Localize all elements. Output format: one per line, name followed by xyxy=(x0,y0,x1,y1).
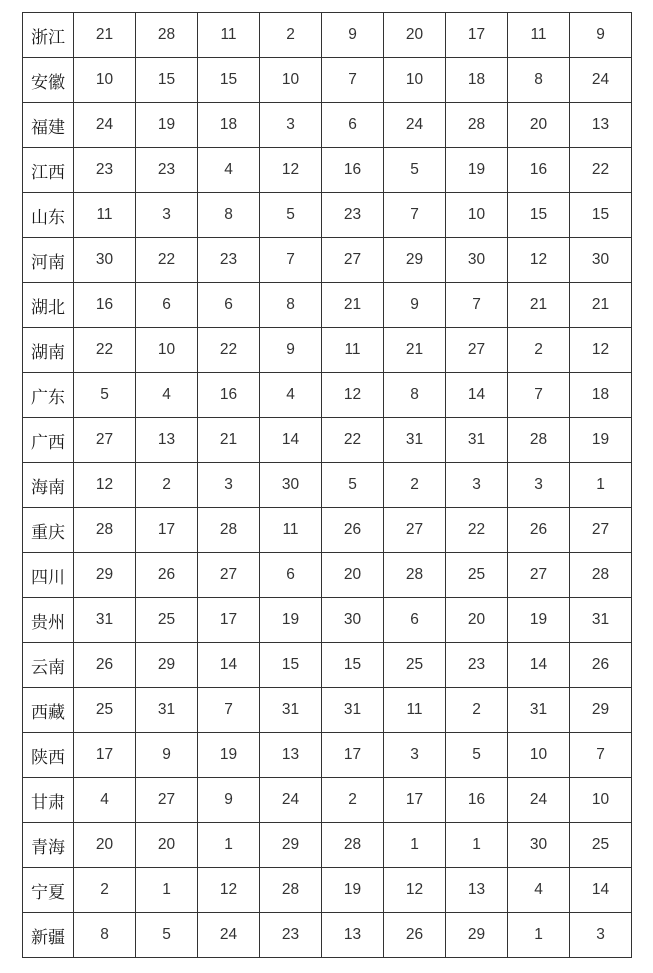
table-row xyxy=(23,463,632,508)
province-name-cell: 山东 xyxy=(23,193,74,238)
rank-cell: 9 xyxy=(384,283,446,328)
rank-cell: 23 xyxy=(198,238,260,283)
table-row xyxy=(23,238,632,283)
rank-cell: 9 xyxy=(198,778,260,823)
rank-cell: 3 xyxy=(384,733,446,778)
rank-cell: 10 xyxy=(136,328,198,373)
rank-cell: 12 xyxy=(508,238,570,283)
rank-cell: 28 xyxy=(322,823,384,868)
rank-cell: 1 xyxy=(570,463,632,508)
rank-cell: 10 xyxy=(74,58,136,103)
rank-cell: 26 xyxy=(570,643,632,688)
rank-cell: 16 xyxy=(74,283,136,328)
province-name-cell: 湖北 xyxy=(23,283,74,328)
rank-cell: 22 xyxy=(198,328,260,373)
province-name-cell: 甘肃 xyxy=(23,778,74,823)
rank-cell: 24 xyxy=(198,913,260,958)
province-name-cell: 福建 xyxy=(23,103,74,148)
rank-cell: 1 xyxy=(198,823,260,868)
rank-cell: 11 xyxy=(384,688,446,733)
rank-cell: 22 xyxy=(570,148,632,193)
rank-cell: 6 xyxy=(322,103,384,148)
rank-cell: 22 xyxy=(74,328,136,373)
table-row xyxy=(23,418,632,463)
rank-cell: 31 xyxy=(508,688,570,733)
rank-cell: 18 xyxy=(446,58,508,103)
rank-cell: 29 xyxy=(74,553,136,598)
table-row xyxy=(23,598,632,643)
rank-cell: 27 xyxy=(136,778,198,823)
rank-cell: 16 xyxy=(446,778,508,823)
rank-cell: 10 xyxy=(446,193,508,238)
rank-cell: 28 xyxy=(260,868,322,913)
table-row xyxy=(23,778,632,823)
rank-cell: 11 xyxy=(260,508,322,553)
rank-cell: 19 xyxy=(508,598,570,643)
rank-cell: 28 xyxy=(136,13,198,58)
rank-cell: 7 xyxy=(384,193,446,238)
rank-cell: 6 xyxy=(198,283,260,328)
rank-cell: 12 xyxy=(384,868,446,913)
province-name-cell: 青海 xyxy=(23,823,74,868)
rank-cell: 19 xyxy=(260,598,322,643)
rank-cell: 25 xyxy=(446,553,508,598)
rank-cell: 27 xyxy=(384,508,446,553)
rank-cell: 20 xyxy=(322,553,384,598)
rank-cell: 28 xyxy=(508,418,570,463)
rank-cell: 29 xyxy=(446,913,508,958)
province-name-cell: 云南 xyxy=(23,643,74,688)
province-name-cell: 四川 xyxy=(23,553,74,598)
rank-cell: 24 xyxy=(260,778,322,823)
rank-cell: 3 xyxy=(260,103,322,148)
rank-cell: 7 xyxy=(322,58,384,103)
rank-cell: 5 xyxy=(384,148,446,193)
rank-cell: 22 xyxy=(322,418,384,463)
rank-cell: 27 xyxy=(322,238,384,283)
rank-cell: 21 xyxy=(322,283,384,328)
rank-cell: 2 xyxy=(136,463,198,508)
rank-cell: 7 xyxy=(446,283,508,328)
rank-cell: 14 xyxy=(198,643,260,688)
rank-cell: 17 xyxy=(198,598,260,643)
province-name-cell: 安徽 xyxy=(23,58,74,103)
rank-cell: 28 xyxy=(74,508,136,553)
rank-cell: 30 xyxy=(446,238,508,283)
rank-cell: 7 xyxy=(260,238,322,283)
rank-cell: 21 xyxy=(384,328,446,373)
rank-cell: 30 xyxy=(508,823,570,868)
rank-cell: 20 xyxy=(508,103,570,148)
rank-cell: 16 xyxy=(508,148,570,193)
rank-cell: 16 xyxy=(198,373,260,418)
province-name-cell: 贵州 xyxy=(23,598,74,643)
rank-cell: 14 xyxy=(508,643,570,688)
rank-cell: 9 xyxy=(570,13,632,58)
rank-cell: 22 xyxy=(446,508,508,553)
rank-cell: 8 xyxy=(508,58,570,103)
rank-cell: 29 xyxy=(384,238,446,283)
rank-cell: 4 xyxy=(260,373,322,418)
table-row xyxy=(23,553,632,598)
rank-cell: 20 xyxy=(446,598,508,643)
rank-cell: 30 xyxy=(260,463,322,508)
rank-cell: 17 xyxy=(384,778,446,823)
rank-cell: 11 xyxy=(198,13,260,58)
rank-cell: 7 xyxy=(570,733,632,778)
rank-cell: 13 xyxy=(136,418,198,463)
rank-cell: 15 xyxy=(136,58,198,103)
rank-cell: 31 xyxy=(322,688,384,733)
rank-cell: 13 xyxy=(570,103,632,148)
rank-cell: 28 xyxy=(384,553,446,598)
table-row xyxy=(23,193,632,238)
rank-cell: 25 xyxy=(74,688,136,733)
rank-cell: 5 xyxy=(260,193,322,238)
rank-cell: 27 xyxy=(198,553,260,598)
rank-cell: 10 xyxy=(384,58,446,103)
province-name-cell: 西藏 xyxy=(23,688,74,733)
table-row xyxy=(23,688,632,733)
rank-cell: 8 xyxy=(384,373,446,418)
table-row xyxy=(23,283,632,328)
rank-cell: 12 xyxy=(74,463,136,508)
rank-cell: 9 xyxy=(260,328,322,373)
province-ranking-sheet xyxy=(22,12,630,958)
rank-cell: 4 xyxy=(198,148,260,193)
province-name-cell: 广东 xyxy=(23,373,74,418)
table-body xyxy=(23,13,632,958)
rank-cell: 22 xyxy=(136,238,198,283)
rank-cell: 8 xyxy=(260,283,322,328)
rank-cell: 23 xyxy=(322,193,384,238)
table-row xyxy=(23,328,632,373)
rank-cell: 3 xyxy=(136,193,198,238)
rank-cell: 25 xyxy=(136,598,198,643)
rank-cell: 1 xyxy=(508,913,570,958)
rank-cell: 19 xyxy=(322,868,384,913)
rank-cell: 1 xyxy=(136,868,198,913)
province-name-cell: 重庆 xyxy=(23,508,74,553)
rank-cell: 26 xyxy=(508,508,570,553)
rank-cell: 19 xyxy=(446,148,508,193)
rank-cell: 8 xyxy=(74,913,136,958)
rank-cell: 24 xyxy=(74,103,136,148)
rank-cell: 31 xyxy=(446,418,508,463)
rank-cell: 21 xyxy=(508,283,570,328)
rank-cell: 9 xyxy=(322,13,384,58)
province-name-cell: 宁夏 xyxy=(23,868,74,913)
rank-cell: 2 xyxy=(446,688,508,733)
rank-cell: 28 xyxy=(446,103,508,148)
province-name-cell: 河南 xyxy=(23,238,74,283)
rank-cell: 15 xyxy=(260,643,322,688)
rank-cell: 30 xyxy=(322,598,384,643)
rank-cell: 21 xyxy=(570,283,632,328)
rank-cell: 10 xyxy=(570,778,632,823)
rank-cell: 31 xyxy=(570,598,632,643)
rank-cell: 23 xyxy=(446,643,508,688)
rank-cell: 9 xyxy=(136,733,198,778)
rank-cell: 8 xyxy=(198,193,260,238)
rank-cell: 11 xyxy=(508,13,570,58)
rank-cell: 25 xyxy=(384,643,446,688)
rank-cell: 28 xyxy=(198,508,260,553)
province-name-cell: 湖南 xyxy=(23,328,74,373)
rank-cell: 19 xyxy=(570,418,632,463)
rank-cell: 12 xyxy=(322,373,384,418)
rank-cell: 24 xyxy=(508,778,570,823)
rank-cell: 26 xyxy=(136,553,198,598)
rank-cell: 17 xyxy=(74,733,136,778)
rank-cell: 5 xyxy=(74,373,136,418)
table-row xyxy=(23,868,632,913)
rank-cell: 21 xyxy=(74,13,136,58)
rank-cell: 28 xyxy=(570,553,632,598)
rank-cell: 15 xyxy=(508,193,570,238)
rank-cell: 2 xyxy=(260,13,322,58)
rank-cell: 27 xyxy=(570,508,632,553)
rank-cell: 4 xyxy=(74,778,136,823)
province-name-cell: 广西 xyxy=(23,418,74,463)
rank-cell: 23 xyxy=(136,148,198,193)
table-row xyxy=(23,643,632,688)
province-name-cell: 陕西 xyxy=(23,733,74,778)
province-name-cell: 江西 xyxy=(23,148,74,193)
rank-cell: 24 xyxy=(384,103,446,148)
rank-cell: 5 xyxy=(446,733,508,778)
table-row xyxy=(23,13,632,58)
rank-cell: 20 xyxy=(136,823,198,868)
province-name-cell: 海南 xyxy=(23,463,74,508)
rank-cell: 19 xyxy=(136,103,198,148)
rank-cell: 7 xyxy=(508,373,570,418)
province-name-cell: 浙江 xyxy=(23,13,74,58)
rank-cell: 6 xyxy=(136,283,198,328)
rank-cell: 24 xyxy=(570,58,632,103)
rank-cell: 11 xyxy=(322,328,384,373)
rank-cell: 3 xyxy=(570,913,632,958)
rank-cell: 6 xyxy=(384,598,446,643)
rank-cell: 23 xyxy=(74,148,136,193)
rank-cell: 5 xyxy=(136,913,198,958)
rank-cell: 26 xyxy=(384,913,446,958)
rank-cell: 11 xyxy=(74,193,136,238)
rank-cell: 27 xyxy=(446,328,508,373)
rank-cell: 16 xyxy=(322,148,384,193)
rank-cell: 7 xyxy=(198,688,260,733)
rank-cell: 13 xyxy=(260,733,322,778)
rank-cell: 3 xyxy=(508,463,570,508)
rank-cell: 13 xyxy=(446,868,508,913)
rank-cell: 18 xyxy=(570,373,632,418)
rank-cell: 12 xyxy=(260,148,322,193)
rank-cell: 23 xyxy=(260,913,322,958)
rank-cell: 27 xyxy=(74,418,136,463)
rank-cell: 3 xyxy=(198,463,260,508)
province-name-cell: 新疆 xyxy=(23,913,74,958)
rank-cell: 20 xyxy=(74,823,136,868)
rank-cell: 14 xyxy=(260,418,322,463)
rank-cell: 15 xyxy=(198,58,260,103)
rank-cell: 31 xyxy=(74,598,136,643)
table-row xyxy=(23,103,632,148)
rank-cell: 15 xyxy=(570,193,632,238)
rank-cell: 26 xyxy=(322,508,384,553)
rank-cell: 30 xyxy=(570,238,632,283)
rank-cell: 6 xyxy=(260,553,322,598)
rank-cell: 27 xyxy=(508,553,570,598)
table-row xyxy=(23,913,632,958)
rank-cell: 21 xyxy=(198,418,260,463)
rank-cell: 29 xyxy=(570,688,632,733)
table-row xyxy=(23,733,632,778)
rank-cell: 1 xyxy=(384,823,446,868)
rank-cell: 30 xyxy=(74,238,136,283)
rank-cell: 12 xyxy=(198,868,260,913)
table-row xyxy=(23,823,632,868)
rank-cell: 13 xyxy=(322,913,384,958)
rank-cell: 31 xyxy=(260,688,322,733)
rank-cell: 1 xyxy=(446,823,508,868)
rank-cell: 2 xyxy=(384,463,446,508)
rank-cell: 10 xyxy=(508,733,570,778)
rank-cell: 2 xyxy=(322,778,384,823)
rank-cell: 29 xyxy=(260,823,322,868)
rank-cell: 17 xyxy=(446,13,508,58)
rank-cell: 5 xyxy=(322,463,384,508)
table-row xyxy=(23,148,632,193)
rank-cell: 4 xyxy=(508,868,570,913)
table-row xyxy=(23,373,632,418)
rank-cell: 18 xyxy=(198,103,260,148)
rank-cell: 4 xyxy=(136,373,198,418)
rank-cell: 2 xyxy=(74,868,136,913)
rank-cell: 12 xyxy=(570,328,632,373)
rank-cell: 17 xyxy=(322,733,384,778)
rank-cell: 19 xyxy=(198,733,260,778)
rank-cell: 31 xyxy=(384,418,446,463)
rank-cell: 2 xyxy=(508,328,570,373)
table-row xyxy=(23,508,632,553)
rank-cell: 17 xyxy=(136,508,198,553)
rank-cell: 20 xyxy=(384,13,446,58)
rank-cell: 29 xyxy=(136,643,198,688)
rank-cell: 14 xyxy=(570,868,632,913)
rank-cell: 26 xyxy=(74,643,136,688)
rank-cell: 31 xyxy=(136,688,198,733)
rank-cell: 10 xyxy=(260,58,322,103)
table-row xyxy=(23,58,632,103)
province-ranking-table xyxy=(22,12,632,958)
rank-cell: 15 xyxy=(322,643,384,688)
rank-cell: 3 xyxy=(446,463,508,508)
rank-cell: 25 xyxy=(570,823,632,868)
rank-cell: 14 xyxy=(446,373,508,418)
